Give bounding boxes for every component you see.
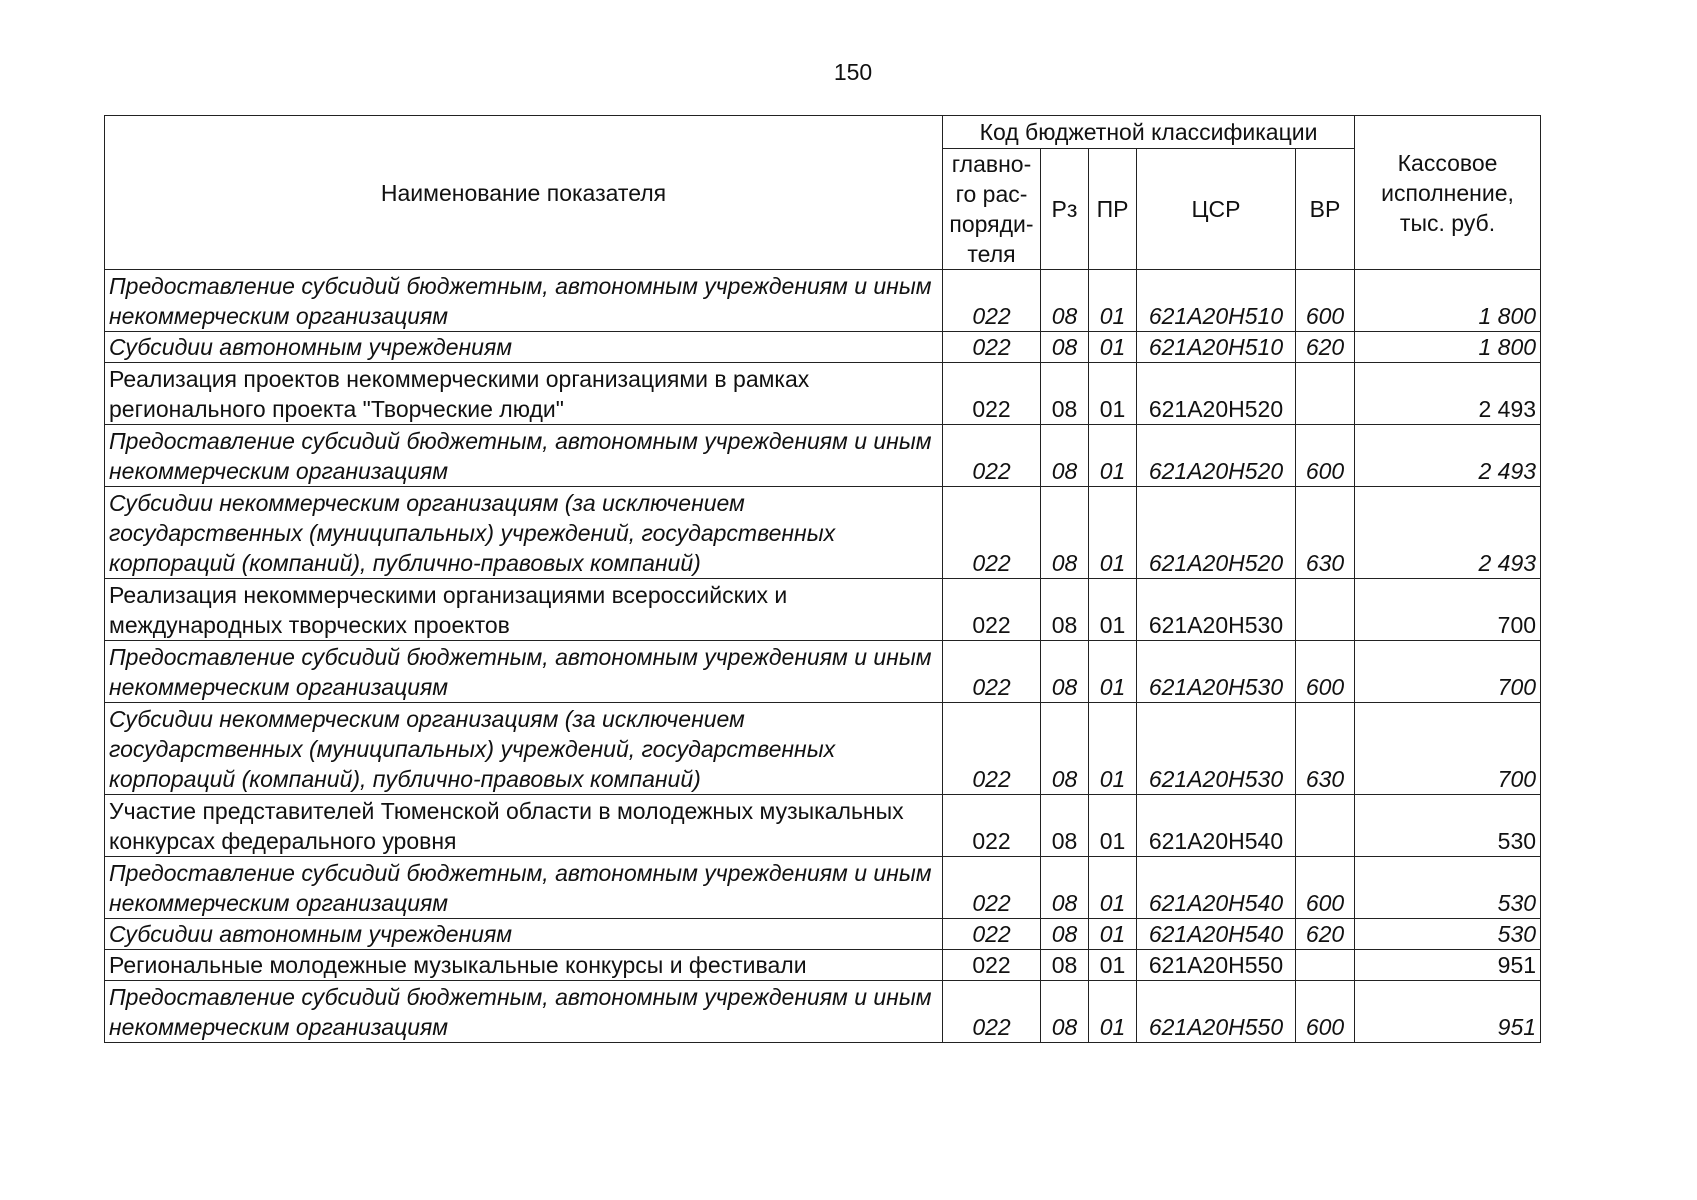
row-amount: 530 bbox=[1355, 919, 1541, 950]
table-row bbox=[105, 270, 1541, 332]
row-csr: 621А20Н540 bbox=[1137, 857, 1296, 919]
row-csr: 621А20Н530 bbox=[1137, 641, 1296, 703]
row-vr: 600 bbox=[1296, 641, 1355, 703]
row-vr bbox=[1296, 795, 1355, 857]
header-name: Наименование показателя bbox=[105, 116, 943, 270]
table-row bbox=[105, 332, 1541, 363]
row-gr: 022 bbox=[943, 487, 1041, 579]
header-gr-line: главно- bbox=[951, 151, 1032, 177]
header-amount-line: Кассовое bbox=[1397, 149, 1498, 176]
row-pr: 01 bbox=[1089, 919, 1137, 950]
row-rz: 08 bbox=[1041, 795, 1089, 857]
table-row bbox=[105, 641, 1541, 703]
row-name: Предоставление субсидий бюджетным, автономным учреждениям и иным некоммерческим организациям bbox=[105, 425, 943, 487]
row-rz: 08 bbox=[1041, 425, 1089, 487]
row-pr: 01 bbox=[1089, 857, 1137, 919]
row-vr: 630 bbox=[1296, 487, 1355, 579]
table-row bbox=[105, 487, 1541, 579]
table-row bbox=[105, 703, 1541, 795]
row-rz: 08 bbox=[1041, 641, 1089, 703]
row-rz: 08 bbox=[1041, 981, 1089, 1043]
row-pr: 01 bbox=[1089, 579, 1137, 641]
row-csr: 621А20Н520 bbox=[1137, 363, 1296, 425]
row-name: Реализация проектов некоммерческими организациями в рамках регионального проекта "Творческие люди" bbox=[105, 363, 943, 425]
row-gr: 022 bbox=[943, 950, 1041, 981]
row-pr: 01 bbox=[1089, 950, 1137, 981]
row-vr: 600 bbox=[1296, 981, 1355, 1043]
row-name: Предоставление субсидий бюджетным, автономным учреждениям и иным некоммерческим организациям bbox=[105, 641, 943, 703]
row-rz: 08 bbox=[1041, 487, 1089, 579]
row-gr: 022 bbox=[943, 857, 1041, 919]
row-vr: 630 bbox=[1296, 703, 1355, 795]
row-vr: 620 bbox=[1296, 919, 1355, 950]
header-vr: ВР bbox=[1296, 149, 1355, 270]
row-amount: 2 493 bbox=[1355, 363, 1541, 425]
row-vr: 600 bbox=[1296, 425, 1355, 487]
table-row bbox=[105, 579, 1541, 641]
row-name: Предоставление субсидий бюджетным, автономным учреждениям и иным некоммерческим организациям bbox=[105, 270, 943, 332]
row-amount: 2 493 bbox=[1355, 487, 1541, 579]
table-row bbox=[105, 919, 1541, 950]
row-amount: 700 bbox=[1355, 641, 1541, 703]
table-row bbox=[105, 950, 1541, 981]
table-row bbox=[105, 425, 1541, 487]
header-gr bbox=[943, 149, 1041, 270]
row-name: Субсидии некоммерческим организациям (за исключением государственных (муниципальных) учреждений, государственных корпораций (компаний), публично-правовых компаний) bbox=[105, 703, 943, 795]
row-csr: 621А20Н510 bbox=[1137, 270, 1296, 332]
row-csr: 621А20Н530 bbox=[1137, 579, 1296, 641]
row-vr bbox=[1296, 950, 1355, 981]
row-amount: 700 bbox=[1355, 703, 1541, 795]
header-gr-line: го рас- bbox=[955, 181, 1028, 207]
row-gr: 022 bbox=[943, 703, 1041, 795]
row-gr: 022 bbox=[943, 332, 1041, 363]
row-vr: 620 bbox=[1296, 332, 1355, 363]
header-budget-code-group: Код бюджетной классификации bbox=[943, 116, 1355, 149]
row-vr bbox=[1296, 363, 1355, 425]
row-rz: 08 bbox=[1041, 332, 1089, 363]
header-csr: ЦСР bbox=[1137, 149, 1296, 270]
row-gr: 022 bbox=[943, 363, 1041, 425]
row-csr: 621А20Н530 bbox=[1137, 703, 1296, 795]
row-gr: 022 bbox=[943, 981, 1041, 1043]
row-vr bbox=[1296, 579, 1355, 641]
row-rz: 08 bbox=[1041, 270, 1089, 332]
row-csr: 621А20Н550 bbox=[1137, 950, 1296, 981]
header-gr-line: теля bbox=[967, 241, 1016, 267]
row-name: Предоставление субсидий бюджетным, автономным учреждениям и иным некоммерческим организациям bbox=[105, 981, 943, 1043]
row-name: Субсидии автономным учреждениям bbox=[105, 332, 943, 363]
table-row bbox=[105, 363, 1541, 425]
table-row bbox=[105, 981, 1541, 1043]
row-gr: 022 bbox=[943, 919, 1041, 950]
row-csr: 621А20Н510 bbox=[1137, 332, 1296, 363]
row-rz: 08 bbox=[1041, 919, 1089, 950]
row-csr: 621А20Н520 bbox=[1137, 487, 1296, 579]
row-pr: 01 bbox=[1089, 641, 1137, 703]
row-name: Участие представителей Тюменской области в молодежных музыкальных конкурсах федерального уровня bbox=[105, 795, 943, 857]
row-pr: 01 bbox=[1089, 363, 1137, 425]
row-amount: 700 bbox=[1355, 579, 1541, 641]
header-amount-line: тыс. руб. bbox=[1399, 209, 1496, 236]
row-amount: 951 bbox=[1355, 981, 1541, 1043]
row-csr: 621А20Н550 bbox=[1137, 981, 1296, 1043]
row-gr: 022 bbox=[943, 270, 1041, 332]
row-pr: 01 bbox=[1089, 270, 1137, 332]
header-gr-line: поряди- bbox=[949, 211, 1034, 237]
row-rz: 08 bbox=[1041, 950, 1089, 981]
row-amount: 1 800 bbox=[1355, 332, 1541, 363]
row-pr: 01 bbox=[1089, 981, 1137, 1043]
row-amount: 1 800 bbox=[1355, 270, 1541, 332]
row-gr: 022 bbox=[943, 579, 1041, 641]
row-name: Региональные молодежные музыкальные конкурсы и фестивали bbox=[105, 950, 943, 981]
row-vr: 600 bbox=[1296, 857, 1355, 919]
row-name: Субсидии автономным учреждениям bbox=[105, 919, 943, 950]
row-rz: 08 bbox=[1041, 857, 1089, 919]
row-amount: 530 bbox=[1355, 857, 1541, 919]
table-row bbox=[105, 857, 1541, 919]
header-amount-line: исполнение, bbox=[1381, 179, 1514, 206]
page-number: 150 bbox=[833, 59, 873, 85]
row-pr: 01 bbox=[1089, 795, 1137, 857]
row-vr: 600 bbox=[1296, 270, 1355, 332]
row-csr: 621А20Н540 bbox=[1137, 795, 1296, 857]
row-gr: 022 bbox=[943, 425, 1041, 487]
row-csr: 621А20Н540 bbox=[1137, 919, 1296, 950]
row-pr: 01 bbox=[1089, 487, 1137, 579]
row-rz: 08 bbox=[1041, 363, 1089, 425]
row-pr: 01 bbox=[1089, 332, 1137, 363]
row-rz: 08 bbox=[1041, 579, 1089, 641]
row-name: Реализация некоммерческими организациями всероссийских и международных творческих проектов bbox=[105, 579, 943, 641]
row-pr: 01 bbox=[1089, 703, 1137, 795]
row-pr: 01 bbox=[1089, 425, 1137, 487]
row-name: Субсидии некоммерческим организациям (за исключением государственных (муниципальных) учреждений, государственных корпораций (компаний), публично-правовых компаний) bbox=[105, 487, 943, 579]
header-amount bbox=[1355, 116, 1541, 270]
row-gr: 022 bbox=[943, 795, 1041, 857]
row-csr: 621А20Н520 bbox=[1137, 425, 1296, 487]
budget-table bbox=[104, 115, 1541, 1043]
row-rz: 08 bbox=[1041, 703, 1089, 795]
row-amount: 2 493 bbox=[1355, 425, 1541, 487]
row-amount: 530 bbox=[1355, 795, 1541, 857]
row-name: Предоставление субсидий бюджетным, автономным учреждениям и иным некоммерческим организациям bbox=[105, 857, 943, 919]
table-row bbox=[105, 795, 1541, 857]
row-gr: 022 bbox=[943, 641, 1041, 703]
row-amount: 951 bbox=[1355, 950, 1541, 981]
header-pr: ПР bbox=[1089, 149, 1137, 270]
header-rz: Рз bbox=[1041, 149, 1089, 270]
